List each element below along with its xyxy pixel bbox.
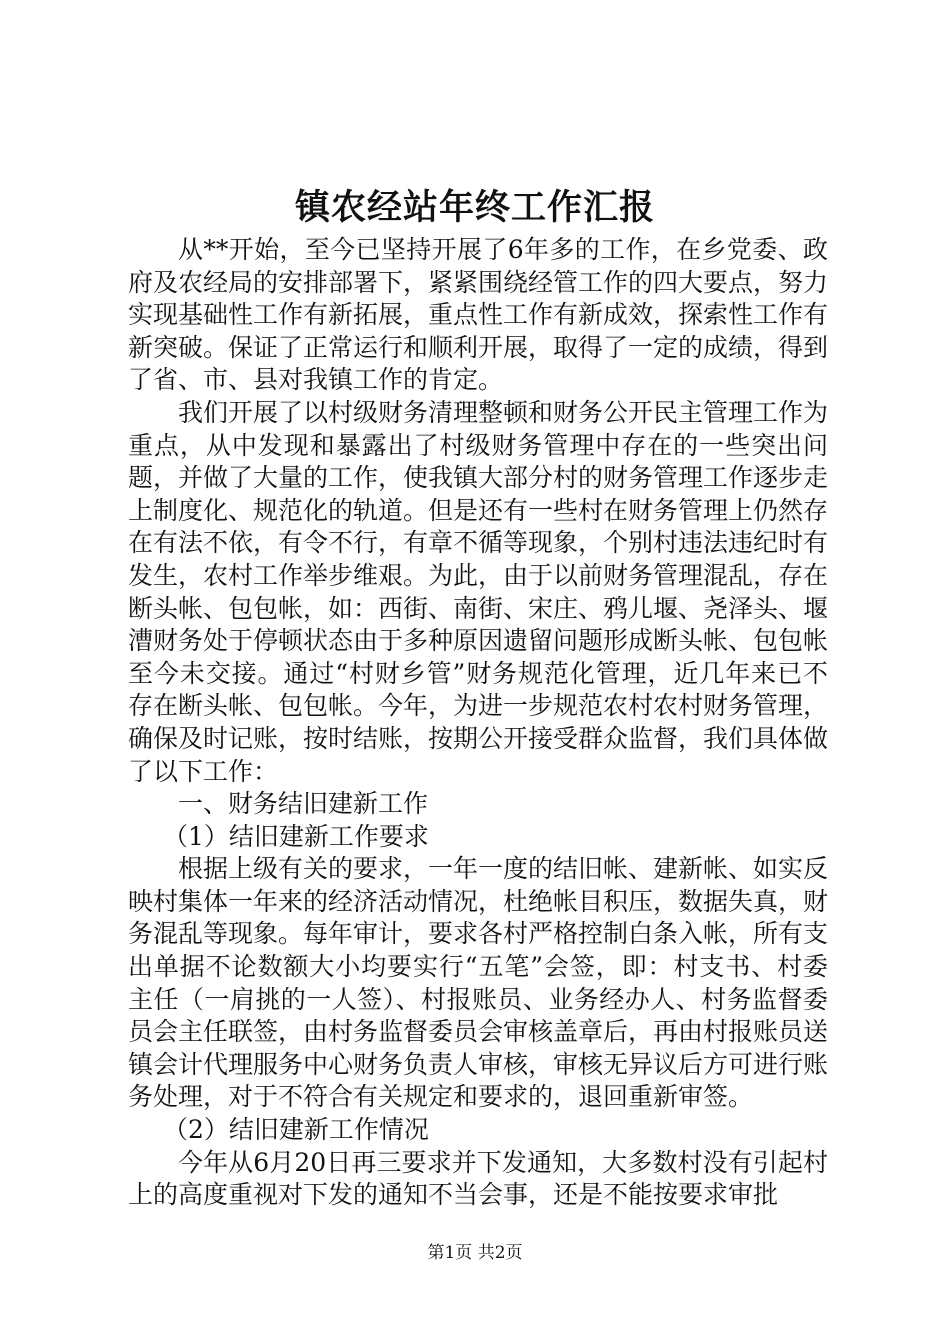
subsection-heading-requirements: （1）结旧建新工作要求 <box>163 821 429 851</box>
paragraph-intro: 从**开始，至今已坚持开展了6年多的工作，在乡党委、政府及农经局的安排部署下，紧紧围绕经管工作的四大要点，努力实现基础性工作有新拓展，重点性工作有新成效，探索性工作有新突破。保证了正常运行和顺利开展，取得了一定的成绩，得到了省、市、县对我镇工作的肯定。 <box>128 235 829 395</box>
document-body <box>128 234 828 1212</box>
paragraph-requirements: 根据上级有关的要求，一年一度的结旧帐、建新帐、如实反映村集体一年来的经济活动情况，杜绝帐目积压，数据失真，财务混乱等现象。每年审计，要求各村严格控制白条入帐，所有支出单据不论数额大小均要实行“五笔”会签，即：村支书、村委主任（一肩挑的一人签）、村报账员、业务经办人、村务监督委员会主任联签，由村务监督委员会审核盖章后，再由村报账员送镇会计代理服务中心财务负责人审核，审核无异议后方可进行账务处理，对于不符合有关规定和要求的，退回重新审签。 <box>128 854 829 1112</box>
paragraph-status: 今年从6月20日再三要求并下发通知，大多数村没有引起村上的高度重视对下发的通知不当会事，还是不能按要求审批 <box>128 1147 828 1210</box>
document-title: 镇农经站年终工作汇报 <box>294 187 655 228</box>
subsection-heading-status: （2）结旧建新工作情况 <box>163 1115 429 1145</box>
page-footer: 第1页 共2页 <box>427 1243 523 1263</box>
paragraph-finance-overview: 我们开展了以村级财务清理整顿和财务公开民主管理工作为重点，从中发现和暴露出了村级财务管理中存在的一些突出问题，并做了大量的工作，使我镇大部分村的财务管理工作逐步走上制度化、规范化的轨道。但是还有一些村在财务管理上仍然存在有法不依，有令不行，有章不循等现象，个别村违法违纪时有发生，农村工作举步维艰。为此，由于以前财务管理混乱，存在断头帐、包包帐，如：西街、南街、宋庄、鸦儿堰、尧泽头、堰漕财务处于停顿状态由于多种原因遗留问题形成断头帐、包包帐至今未交接。通过“村财乡管”财务规范化管理，近几年来已不存在断头帐、包包帐。今年，为进一步规范农村农村财务管理，确保及时记账，按时结账，按期公开接受群众监督，我们具体做了以下工作： <box>128 397 829 786</box>
section-heading: 一、财务结旧建新工作 <box>178 789 429 819</box>
